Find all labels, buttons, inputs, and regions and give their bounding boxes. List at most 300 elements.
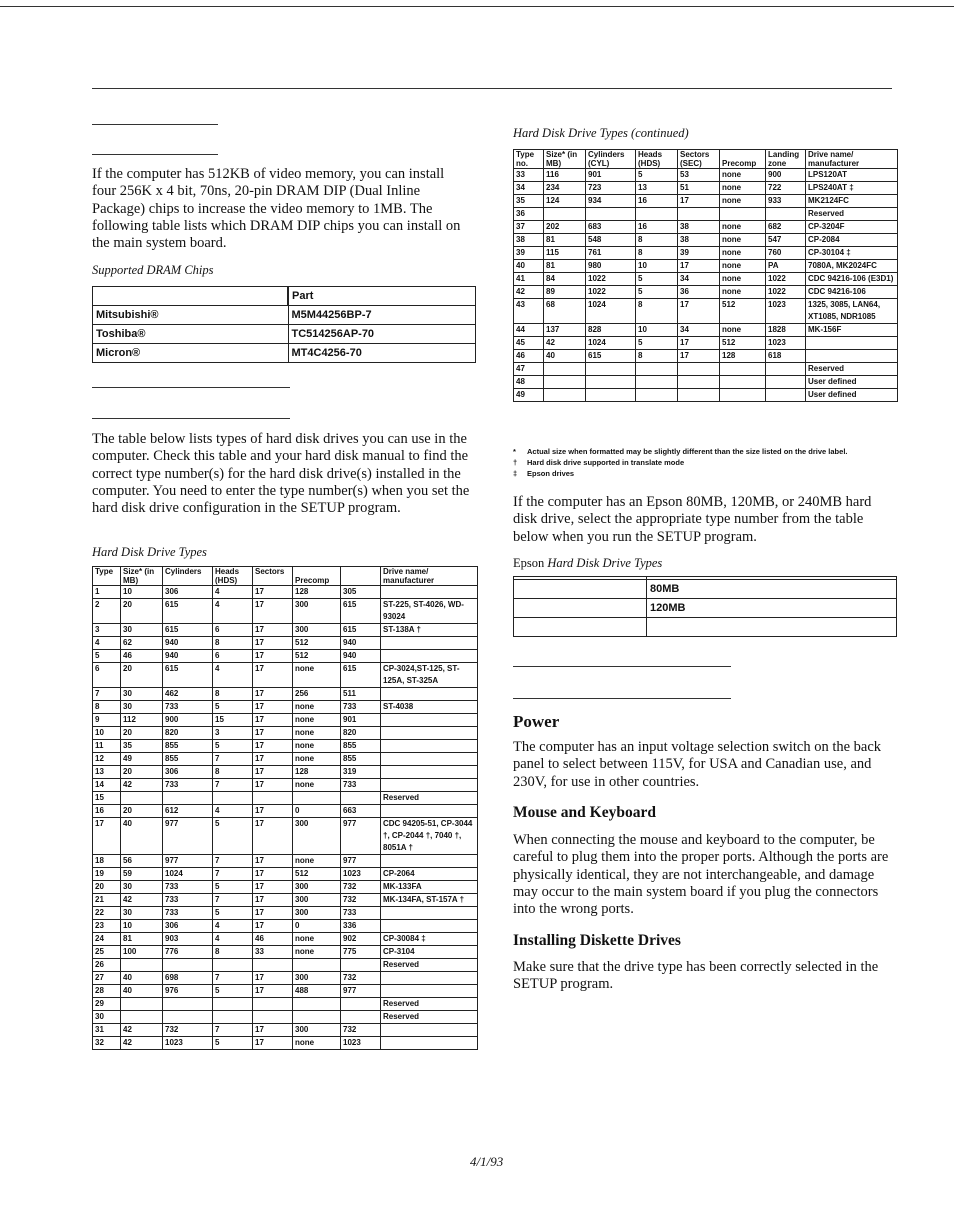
table-cell: CP-30104 ‡ <box>806 247 898 260</box>
table-row <box>514 234 898 247</box>
table-cell: 855 <box>341 740 381 753</box>
table-cell <box>381 920 478 933</box>
col-header: Type <box>93 567 121 586</box>
table-cell: 17 <box>253 779 293 792</box>
table-cell: 511 <box>341 688 381 701</box>
table-cell: 1023 <box>341 868 381 881</box>
table-cell <box>678 389 720 402</box>
table-cell: 548 <box>586 234 636 247</box>
table-cell <box>636 376 678 389</box>
table-cell: 1024 <box>163 868 213 881</box>
table-cell: 615 <box>586 350 636 363</box>
table-cell <box>253 1011 293 1024</box>
table-cell: 89 <box>544 286 586 299</box>
table-header-row <box>93 567 478 586</box>
table-cell: 100 <box>121 946 163 959</box>
table-cell: 30 <box>121 701 163 714</box>
table-cell: Reserved <box>806 208 898 221</box>
table-cell <box>381 985 478 998</box>
table-cell: 733 <box>341 907 381 920</box>
table-cell: 202 <box>544 221 586 234</box>
table-cell: 940 <box>341 650 381 663</box>
table-cell: 34 <box>678 273 720 286</box>
table-cell <box>806 350 898 363</box>
table-cell: 33 <box>253 946 293 959</box>
table-cell: none <box>293 779 341 792</box>
table-cell: 683 <box>586 221 636 234</box>
table-cell: 6 <box>213 624 253 637</box>
table-row <box>514 169 898 182</box>
table-cell: 5 <box>213 881 253 894</box>
table-cell <box>544 208 586 221</box>
table-cell: 17 <box>678 299 720 324</box>
table-cell: 300 <box>293 881 341 894</box>
table-cell: 15 <box>213 714 253 727</box>
table-cell: 34 <box>514 182 544 195</box>
table-cell: 900 <box>766 169 806 182</box>
table-cell: 6 <box>93 663 121 688</box>
table-cell: 17 <box>253 688 293 701</box>
table-cell: 17 <box>253 920 293 933</box>
table-cell: 615 <box>341 663 381 688</box>
table-cell: 7 <box>213 1024 253 1037</box>
table-cell: 8 <box>213 766 253 779</box>
table-cell: 13 <box>93 766 121 779</box>
table-cell: none <box>293 1037 341 1050</box>
table-cell: 10 <box>121 920 163 933</box>
table-cell: 17 <box>678 350 720 363</box>
table-row <box>93 894 478 907</box>
table-row <box>514 389 898 402</box>
table-cell <box>381 637 478 650</box>
table-cell: 46 <box>121 650 163 663</box>
table-cell: 3 <box>213 727 253 740</box>
table-cell: 733 <box>163 779 213 792</box>
table-cell: 46 <box>253 933 293 946</box>
table-cell: 256 <box>293 688 341 701</box>
table-cell: 9 <box>93 714 121 727</box>
table-cell: 59 <box>121 868 163 881</box>
table-cell: 8 <box>636 350 678 363</box>
table-cell: 36 <box>514 208 544 221</box>
table-cell: 903 <box>163 933 213 946</box>
table-cell: 306 <box>163 920 213 933</box>
table-row <box>93 624 478 637</box>
table-cell: 5 <box>213 818 253 855</box>
table-cell: 8 <box>636 299 678 324</box>
table-cell: 934 <box>586 195 636 208</box>
table-cell: none <box>293 714 341 727</box>
table-cell: CDC 94216-106 (E3D1) <box>806 273 898 286</box>
table-cell <box>163 998 213 1011</box>
table-row <box>93 599 478 624</box>
table-cell: Reserved <box>381 1011 478 1024</box>
table-cell: none <box>720 195 766 208</box>
table-cell: 977 <box>341 985 381 998</box>
table-cell: 7 <box>213 779 253 792</box>
section-rule <box>92 418 290 419</box>
table-cell: 933 <box>766 195 806 208</box>
footnote-symbol: † <box>513 458 518 467</box>
table-cell: none <box>293 701 341 714</box>
table-cell: 760 <box>766 247 806 260</box>
table-cell: none <box>720 324 766 337</box>
table-cell: 26 <box>93 959 121 972</box>
table-cell: 733 <box>163 907 213 920</box>
table-cell: 300 <box>293 624 341 637</box>
col-header: Drive name/ manufacturer <box>381 567 478 586</box>
table-cell: 24 <box>93 933 121 946</box>
table-row <box>514 324 898 337</box>
table-cell: 733 <box>163 881 213 894</box>
table-cell <box>381 714 478 727</box>
table-cell: 977 <box>341 818 381 855</box>
table-cell: 115 <box>544 247 586 260</box>
col-header: Size* (in MB) <box>121 567 163 586</box>
table-cell <box>293 1011 341 1024</box>
dram-maker: Micron® <box>93 344 289 363</box>
table-cell <box>341 792 381 805</box>
table-cell: 21 <box>93 894 121 907</box>
table-cell <box>213 1011 253 1024</box>
table-cell: 10 <box>121 586 163 599</box>
table-cell: 7 <box>213 868 253 881</box>
table-cell: MK-156F <box>806 324 898 337</box>
table-cell: 698 <box>163 972 213 985</box>
table-cell <box>121 998 163 1011</box>
table-cell: 38 <box>678 221 720 234</box>
table-cell: 128 <box>293 766 341 779</box>
table-row <box>514 273 898 286</box>
table-cell: 300 <box>293 599 341 624</box>
table-cell: 43 <box>514 299 544 324</box>
col-header: Type no. <box>514 150 544 169</box>
col-header: Landing zone <box>766 150 806 169</box>
table-cell: CP-3204F <box>806 221 898 234</box>
table-cell: 17 <box>253 972 293 985</box>
table-cell <box>678 208 720 221</box>
table-cell: 733 <box>341 701 381 714</box>
table-cell: 81 <box>544 234 586 247</box>
table-cell: 7 <box>213 855 253 868</box>
table-row <box>514 376 898 389</box>
table-cell: 38 <box>514 234 544 247</box>
table-cell: 1022 <box>766 286 806 299</box>
dram-row <box>93 306 476 325</box>
section-rule <box>92 387 290 388</box>
table-cell: 12 <box>93 753 121 766</box>
section-rule <box>513 666 731 667</box>
col-header: Cylinders (CYL) <box>586 150 636 169</box>
table-cell: 22 <box>93 907 121 920</box>
table-cell: 4 <box>93 637 121 650</box>
table-cell: 56 <box>121 855 163 868</box>
table-row <box>93 779 478 792</box>
table-cell: 17 <box>253 650 293 663</box>
table-cell: 40 <box>121 972 163 985</box>
table-cell: 977 <box>163 855 213 868</box>
footnote-symbol: ‡ <box>513 469 518 478</box>
table-cell: ST-4038 <box>381 701 478 714</box>
hdd-table-left <box>92 566 478 1050</box>
table-header-row <box>93 287 476 306</box>
table-cell: 1023 <box>341 1037 381 1050</box>
table-cell: 732 <box>163 1024 213 1037</box>
epson-caption-word: Epson <box>513 556 545 570</box>
table-cell: 5 <box>213 1037 253 1050</box>
table-cell <box>213 998 253 1011</box>
top-border-rule <box>0 6 954 7</box>
table-cell: none <box>293 933 341 946</box>
table-cell: 319 <box>341 766 381 779</box>
table-cell: 30 <box>121 624 163 637</box>
table-cell: 512 <box>293 868 341 881</box>
table-cell: none <box>720 247 766 260</box>
table-cell: 39 <box>514 247 544 260</box>
table-row <box>93 701 478 714</box>
table-cell: 17 <box>253 701 293 714</box>
table-cell <box>341 959 381 972</box>
table-cell: 0 <box>293 920 341 933</box>
table-cell <box>163 959 213 972</box>
table-cell: 6 <box>213 650 253 663</box>
table-cell <box>381 1024 478 1037</box>
table-row <box>93 650 478 663</box>
footnote-symbol: * <box>513 447 516 456</box>
table-cell: 46 <box>514 350 544 363</box>
table-cell: Reserved <box>381 959 478 972</box>
table-cell: 4 <box>213 599 253 624</box>
table-row <box>93 740 478 753</box>
table-cell: 17 <box>253 637 293 650</box>
table-cell: 42 <box>121 1037 163 1050</box>
table-cell: 4 <box>213 920 253 933</box>
table-row <box>93 998 478 1011</box>
table-row <box>514 350 898 363</box>
table-cell <box>121 792 163 805</box>
table-cell: CP-30084 ‡ <box>381 933 478 946</box>
table-cell: User defined <box>806 376 898 389</box>
epson-row <box>514 599 897 618</box>
table-cell: 977 <box>163 818 213 855</box>
table-cell <box>544 363 586 376</box>
table-cell: 23 <box>93 920 121 933</box>
table-cell: 901 <box>586 169 636 182</box>
table-cell: 42 <box>121 1024 163 1037</box>
table-row <box>514 260 898 273</box>
dram-table <box>92 286 476 363</box>
table-cell: LPS120AT <box>806 169 898 182</box>
table-cell: 31 <box>93 1024 121 1037</box>
table-cell: 17 <box>253 1037 293 1050</box>
section-rule <box>513 698 731 699</box>
table-cell: 17 <box>253 766 293 779</box>
part-column-header: Part <box>288 287 476 306</box>
table-header-row <box>514 150 898 169</box>
table-cell: none <box>293 727 341 740</box>
table-cell <box>381 779 478 792</box>
col-header: Precomp <box>293 567 341 586</box>
table-cell: 17 <box>678 195 720 208</box>
table-cell: 68 <box>544 299 586 324</box>
table-row <box>514 247 898 260</box>
table-cell <box>381 855 478 868</box>
table-row <box>93 805 478 818</box>
table-row <box>93 855 478 868</box>
hdd-intro-paragraph: The table below lists types of hard disk drives you can use in the computer. Check this table and your hard disk manual to find the correct type number(s) for the hard disk drive(s) installed in the computer. You need to enter the type number(s) when you set the hard disk drive configuration in the SETUP program. <box>92 431 470 517</box>
hdd-table-left-body <box>93 586 478 1050</box>
table-cell: 35 <box>514 195 544 208</box>
video-memory-paragraph: If the computer has 512KB of video memory, you can install four 256K x 4 bit, 70ns, 20-pin DRAM DIP (Dual Inline Package) chips to increase the video memory to 1MB. The following table lists which DRAM DIP chips you can install on the main system board. <box>92 166 461 252</box>
table-row <box>93 868 478 881</box>
epson-caption <box>513 556 662 571</box>
table-cell: 48 <box>514 376 544 389</box>
table-cell: 300 <box>293 818 341 855</box>
table-row <box>93 586 478 599</box>
table-cell: 1 <box>93 586 121 599</box>
table-cell <box>586 389 636 402</box>
col-header: Cylinders <box>163 567 213 586</box>
table-row <box>514 363 898 376</box>
table-cell <box>121 1011 163 1024</box>
table-cell: 17 <box>253 753 293 766</box>
table-cell: 855 <box>341 753 381 766</box>
table-cell: 980 <box>586 260 636 273</box>
table-cell: 663 <box>341 805 381 818</box>
table-cell: 5 <box>213 985 253 998</box>
table-cell: 17 <box>253 855 293 868</box>
table-cell: 20 <box>121 766 163 779</box>
table-cell: 7 <box>213 753 253 766</box>
table-cell: 615 <box>163 624 213 637</box>
table-row <box>93 1011 478 1024</box>
col-header: Heads (HDS) <box>636 150 678 169</box>
dram-maker: Mitsubishi® <box>93 306 289 325</box>
table-cell: 42 <box>514 286 544 299</box>
table-row <box>93 946 478 959</box>
table-cell: Reserved <box>381 998 478 1011</box>
table-cell: 615 <box>163 663 213 688</box>
table-cell: 618 <box>766 350 806 363</box>
footnote-text: Actual size when formatted may be slightly different than the size listed on the drive label. <box>527 447 848 456</box>
table-cell: 300 <box>293 1024 341 1037</box>
table-cell <box>381 586 478 599</box>
table-cell: 306 <box>163 586 213 599</box>
table-cell: 38 <box>678 234 720 247</box>
table-cell: 1024 <box>586 337 636 350</box>
table-cell: 5 <box>213 701 253 714</box>
table-cell <box>293 998 341 1011</box>
table-cell: none <box>293 740 341 753</box>
col-header: Sectors <box>253 567 293 586</box>
table-cell: 5 <box>636 286 678 299</box>
table-cell: 16 <box>93 805 121 818</box>
epson-table <box>513 576 897 637</box>
table-cell: 42 <box>121 779 163 792</box>
table-cell: 5 <box>636 273 678 286</box>
table-cell: 40 <box>514 260 544 273</box>
table-cell: 615 <box>163 599 213 624</box>
table-cell: 682 <box>766 221 806 234</box>
table-cell <box>381 688 478 701</box>
table-cell: MK2124FC <box>806 195 898 208</box>
col-header: Sectors (SEC) <box>678 150 720 169</box>
table-cell <box>636 363 678 376</box>
table-cell <box>163 1011 213 1024</box>
table-cell: 17 <box>253 868 293 881</box>
table-cell: 4 <box>213 805 253 818</box>
table-cell: 733 <box>163 701 213 714</box>
table-cell: 8 <box>636 234 678 247</box>
dram-part: MT4C4256-70 <box>288 344 476 363</box>
table-cell: 40 <box>544 350 586 363</box>
section-rule <box>92 154 218 155</box>
table-cell: 30 <box>93 1011 121 1024</box>
table-row <box>93 972 478 985</box>
table-cell: 17 <box>253 740 293 753</box>
diskette-paragraph: Make sure that the drive type has been correctly selected in the SETUP program. <box>513 959 879 993</box>
table-cell: 8 <box>213 946 253 959</box>
table-cell: 8 <box>213 688 253 701</box>
table-cell <box>720 389 766 402</box>
table-cell: 8 <box>213 637 253 650</box>
table-cell: 1024 <box>586 299 636 324</box>
hdd-table-right-body <box>514 169 898 402</box>
table-cell <box>678 376 720 389</box>
table-cell: 40 <box>121 985 163 998</box>
table-cell: 42 <box>544 337 586 350</box>
table-cell <box>121 959 163 972</box>
table-cell: 17 <box>253 663 293 688</box>
table-cell: 62 <box>121 637 163 650</box>
table-cell <box>293 959 341 972</box>
table-cell: User defined <box>806 389 898 402</box>
table-cell: 300 <box>293 972 341 985</box>
table-cell: 1022 <box>586 273 636 286</box>
dram-caption: Supported DRAM Chips <box>92 263 214 277</box>
table-cell: 137 <box>544 324 586 337</box>
table-cell: 81 <box>544 260 586 273</box>
col-header: Heads (HDS) <box>213 567 253 586</box>
dram-part: M5M44256BP-7 <box>288 306 476 325</box>
power-heading: Power <box>513 712 560 731</box>
table-cell: 1828 <box>766 324 806 337</box>
table-cell: 25 <box>93 946 121 959</box>
table-cell <box>213 959 253 972</box>
table-cell: 41 <box>514 273 544 286</box>
table-cell: CP-2064 <box>381 868 478 881</box>
table-cell: 116 <box>544 169 586 182</box>
table-row <box>514 337 898 350</box>
section-rule <box>92 124 218 125</box>
table-cell: 53 <box>678 169 720 182</box>
table-cell: 17 <box>253 818 293 855</box>
table-cell: 900 <box>163 714 213 727</box>
table-cell: 18 <box>93 855 121 868</box>
table-cell: 17 <box>253 714 293 727</box>
table-cell: 17 <box>678 260 720 273</box>
footnote-text: Hard disk drive supported in translate mode <box>527 458 685 467</box>
table-cell: 29 <box>93 998 121 1011</box>
table-cell: 35 <box>121 740 163 753</box>
col-header <box>341 567 381 586</box>
table-cell: 1325, 3085, LAN64, XT1085, NDR1085 <box>806 299 898 324</box>
table-cell <box>253 998 293 1011</box>
table-cell: 49 <box>121 753 163 766</box>
table-cell: 1023 <box>766 299 806 324</box>
footnote <box>513 457 913 468</box>
table-cell: 17 <box>253 727 293 740</box>
